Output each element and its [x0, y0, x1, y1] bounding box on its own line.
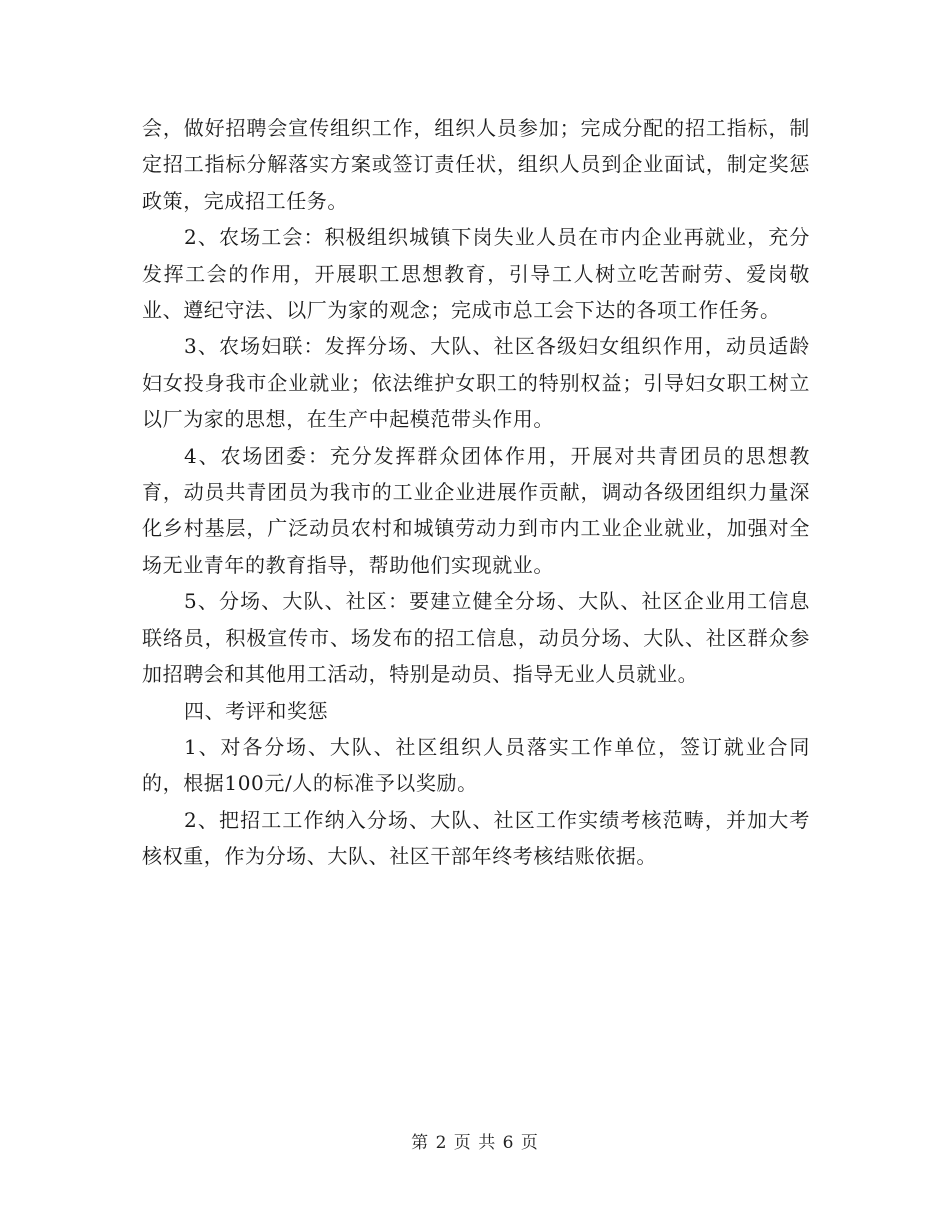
paragraph-2: 2、农场工会：积极组织城镇下岗失业人员在市内企业再就业，充分发挥工会的作用，开展职工思想教育，引导工人树立吃苦耐劳、爱岗敬业、遵纪守法、以厂为家的观念；完成市总工会下达的各项工作任务。: [142, 225, 810, 323]
paragraph-6: 1、对各分场、大队、社区组织人员落实工作单位，签订就业合同的，根据100元/人的标准予以奖励。: [142, 734, 810, 796]
paragraph-4: 4、农场团委：充分发挥群众团体作用，开展对共青团员的思想教育，动员共青团员为我市的工业企业进展作贡献，调动各级团组织力量深化乡村基层，广泛动员农村和城镇劳动力到市内工业企业就业，加强对全场无业青年的教育指导，帮助他们实现就业。: [142, 443, 810, 577]
paragraph-3: 3、农场妇联：发挥分场、大队、社区各级妇女组织作用，动员适龄妇女投身我市企业就业；依法维护女职工的特别权益；引导妇女职工树立以厂为家的思想，在生产中起模范带头作用。: [142, 334, 810, 432]
section-heading: 四、考评和奖惩: [184, 698, 329, 723]
document-body: [142, 110, 810, 875]
paragraph-5: 5、分场、大队、社区：要建立健全分场、大队、社区企业用工信息联络员，积极宣传市、场发布的招工信息，动员分场、大队、社区群众参加招聘会和其他用工活动，特别是动员、指导无业人员就业。: [142, 589, 810, 687]
paragraph-1: 会，做好招聘会宣传组织工作，组织人员参加；完成分配的招工指标，制定招工指标分解落实方案或签订责任状，组织人员到企业面试，制定奖惩政策，完成招工任务。: [142, 116, 810, 213]
page-number: 第 2 页 共 6 页: [411, 1133, 539, 1153]
paragraph-7: 2、把招工工作纳入分场、大队、社区工作实绩考核范畴，并加大考核权重，作为分场、大队、社区干部年终考核结账依据。: [142, 807, 810, 869]
page-footer: [0, 1128, 950, 1153]
